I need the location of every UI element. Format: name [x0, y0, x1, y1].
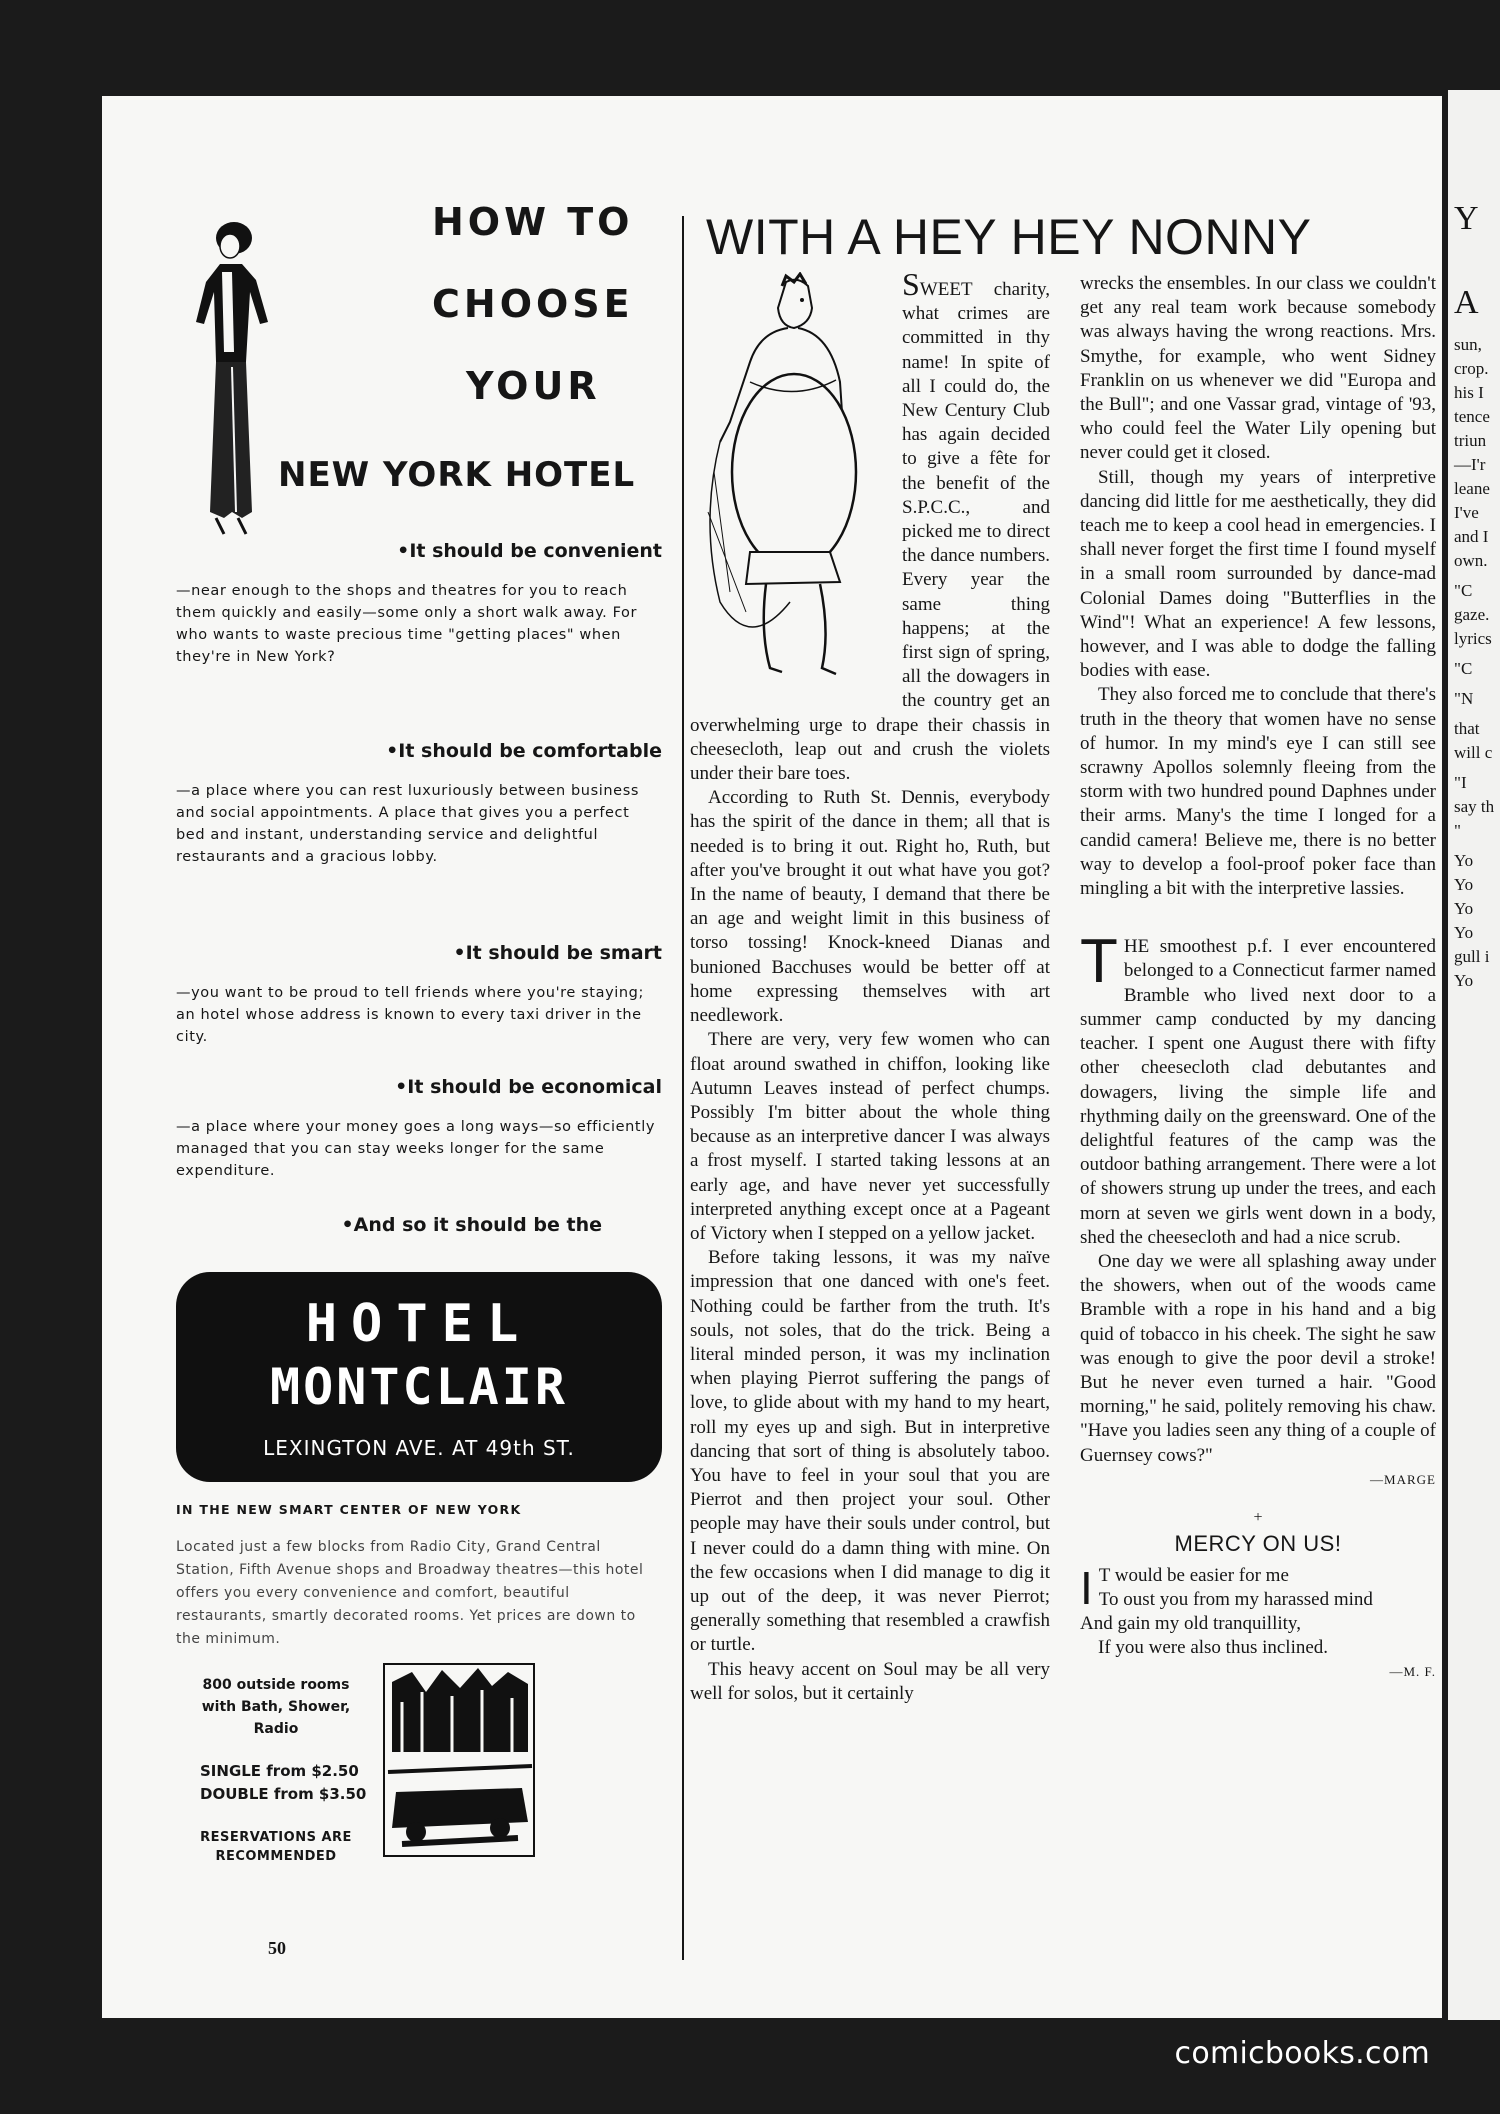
next-page-text: crop. [1454, 359, 1489, 378]
article-paragraph: Still, though my years of interpretive dancing did little for me aesthetically, they did teach me to keep a cool head in emergencies. I shall never forget the first time I found myself in a small room surrounded by dance-mad Colonial Dames doing "Butterflies in the Wind"! What an experience! A few lessons, however, and I was able to dodge the falling bodies with ease. [1080, 466, 1436, 682]
ad-heading-line: NEW YORK HOTEL [278, 455, 636, 495]
ad-point-title: • It should be convenient [397, 540, 662, 562]
next-page-text: Yo [1454, 851, 1474, 870]
next-page-text: tence [1454, 407, 1490, 426]
hotel-name: MONTCLAIR [270, 1358, 568, 1416]
ad-point-text: —you want to be proud to tell friends where you're staying; an hotel whose address is known to every taxi driver in the city. [176, 985, 644, 1045]
next-page-text: Yo [1454, 923, 1474, 942]
poem-line: If you were also thus inclined. [1098, 1637, 1329, 1659]
next-page-text: "I [1454, 773, 1467, 792]
article-paragraph: Before taking lessons, it was my naïve impression that one danced with one's feet. Nothing could be farther from the truth. It's souls, not soles, that do the trick. Being a literal minded person, it was my inclination when playing Pierrot suffering the pangs of love, to glide about with my hand to my heart, roll my eyes up and sigh. But in interpretive dancing that sort of thing is absolutely taboo. You have to feel in your soul that you are Pierrot and then project your soul. Other people may have their souls under control, but I never could do a damn thing with mine. On the few occasions when I did manage to dig it up out of the deep, it was never Pierrot; generally something that resembled a crawfish or turtle. [690, 1247, 1050, 1656]
poem-signature: —M. F. [1389, 1664, 1436, 1680]
ad-point-title: • It should be smart [453, 942, 662, 964]
next-page-text: A [1454, 284, 1479, 321]
poem-line: To oust you from my harassed mind [1098, 1589, 1373, 1611]
ad-point-title: • It should be economical [395, 1076, 662, 1098]
article-paragraph: One day we were all splashing away under the showers, when out of the woods came Bramble with a rope in his hand and a big quid of tobacco in his cheek. The sight he saw was enough to give the poor devil a stroke! But he never even turned a hair. "Good morning," he said, politely removing his chaw. "Have you ladies seen any thing of a couple of Guernsey cows?" [1080, 1250, 1436, 1466]
next-page-text: —I'r [1454, 455, 1486, 474]
section-ornament: + [1253, 1508, 1263, 1526]
next-page-text: his I [1454, 383, 1484, 402]
poem-title: MERCY ON US! [1174, 1531, 1342, 1557]
article-column-1 [690, 266, 1050, 1706]
article-paragraph: There are very, very few women who can float around swathed in chiffon, looking like Autumn Leaves instead of perfect chumps. Possibly I'm bitter about the whole thing because as an interpretive dancer I was always a frost myself. I started taking lessons at an early age, and have never yet successfully interpreted anything except once at a Pageant of Victory when I stepped on a yellow jacket. [690, 1029, 1050, 1244]
author-signature: —MARGE [1370, 1471, 1436, 1487]
drop-cap: S [902, 266, 920, 302]
next-page-text: and I [1454, 527, 1489, 546]
ad-point-text: —a place where your money goes a long ways—so efficiently managed that you can stay weeks longer for the same expenditure. [176, 1119, 656, 1179]
next-page-text: Yo [1454, 971, 1474, 990]
ad-point-title: • It should be comfortable [386, 740, 662, 762]
next-page-text: Yo [1454, 875, 1474, 894]
next-page-text: leane [1454, 479, 1490, 498]
ad-reservations: RESERVATIONS ARE RECOMMENDED [200, 1830, 352, 1864]
ad-point-text: —near enough to the shops and theatres for you to reach them quickly and easily—some only a short walk away. For who wants to waste precious time "getting places" when they're in New York? [176, 583, 638, 665]
article-column-2 [1080, 272, 1436, 1685]
hotel-logo-box [176, 1272, 662, 1482]
next-page-text: I've [1454, 503, 1479, 522]
next-page-text: "C [1454, 659, 1473, 678]
hotel-address: LEXINGTON AVE. AT 49th ST. [263, 1436, 575, 1460]
poem-line: I T would be easier for me [1080, 1562, 1289, 1615]
article-paragraph: They also forced me to conclude that there's truth in the theory that women have no sense of humor. In my mind's eye I can still see scrawny Apollos solemnly fleeing from the storm with two hundred pound Daphnes under their arms. Many's the time I longed for a candid camera! Believe me, there is no better way to develop a fool-proof poker face than mingling a bit with the interpretive lassies. [1080, 684, 1436, 900]
next-page-text: that [1454, 719, 1480, 738]
next-page-text: " [1454, 821, 1461, 840]
drop-cap: I [1080, 1562, 1093, 1615]
ad-prices [200, 1760, 370, 1806]
article-paragraph: wrecks the ensembles. In our class we couldn't get any real team work because somebody was always having the wrong reactions. Mrs. Smythe, for example, who went Sidney Franklin on us whenever we did "Europa and the Bull"; and one Vassar grad, vintage of '93, who could feel the Water Lily opening but never could get it closed. [1080, 273, 1436, 464]
ad-description: Located just a few blocks from Radio City, Grand Central Station, Fifth Avenue shops and Broadway theatres—this hotel offers you every convenience and comfort, beautiful restaurants, smartly decorated rooms. Yet prices are down to the minimum. [176, 1539, 644, 1647]
city-street-sketch [382, 1662, 536, 1858]
article-paragraph: SWEET charity, what crimes are committed in thy name! In spite of all I could do, the New Century Club has again decided to give a fête for the benefit of the S.P.C.C., and picked me to direct the dance numbers. Every year the same thing happens; at the first sign of spring, all the dowagers in the country get an overwhelming urge to drape their chassis in cheesecloth, leap out and crush the violets under their bare toes. [690, 266, 1050, 785]
next-page-text: "C [1454, 581, 1473, 600]
next-page-text: sun, [1454, 335, 1482, 354]
hotel-name: HOTEL [305, 1294, 533, 1354]
next-page-text: Y [1454, 200, 1479, 237]
next-page-text: will c [1454, 743, 1493, 762]
ad-lead-in: • And so it should be the [341, 1214, 602, 1236]
ad-heading-line: HOW TO [432, 200, 634, 244]
next-page-text: say th [1454, 797, 1495, 816]
next-page-text: Yo [1454, 899, 1474, 918]
poem [1080, 1564, 1436, 1660]
hotel-advertisement [176, 200, 662, 1970]
article-paragraph: According to Ruth St. Dennis, everybody has the spirit of the dance in them; all that is needed is to bring it out. Right ho, Ruth, but after you've brought it out what have you got? In the name of beauty, I demand that there be an age and weight limit in this business of torso tossing! Knock-kneed Dianas and bunioned Bacchuses would be better off at home expressing themselves with art needlework. [690, 787, 1050, 1027]
dancer-cartoon-illustration [690, 272, 894, 702]
next-page-text: "N [1454, 689, 1474, 708]
next-page-text: triun [1454, 431, 1487, 450]
drop-cap: T [1080, 927, 1118, 997]
poem-line: And gain my old tranquillity, [1080, 1613, 1301, 1635]
article-paragraph: This heavy accent on Soul may be all very well for solos, but it certainly [690, 1658, 1050, 1704]
page-number: 50 [268, 1938, 286, 1958]
next-page-edge [1448, 90, 1500, 2020]
ad-tagline: IN THE NEW SMART CENTER OF NEW YORK [176, 1502, 522, 1517]
source-watermark: comicbooks.com [1174, 2036, 1430, 2071]
next-page-text: own. [1454, 551, 1488, 570]
ad-heading-line: YOUR [466, 364, 601, 408]
article-paragraph: THE smoothest p.f. I ever encountered belonged to a Connecticut farmer named Bramble who lived next door to a summer camp conducted by my dancing teacher. I spent one August there with fifty other cheesecloth clad debutantes and dowagers, living the simple life and rhythming daily on the greensward. One of the delightful features of the camp was the outdoor bathing arrangement. There were a lot of showers strung up under the trees, and each morn at seven we girls went down in a body, shed the cheesecloth and had a nice scrub. [1080, 927, 1436, 1248]
next-page-text: lyrics [1454, 629, 1492, 648]
next-page-text: gaze. [1454, 605, 1490, 624]
ad-point-text: —a place where you can rest luxuriously between business and social appointments. A place that gives you a perfect bed and instant, understanding service and delightful restaurants and a gracious lobby. [176, 783, 639, 865]
fashion-woman-illustration [176, 212, 280, 542]
ad-rooms: 800 outside rooms with Bath, Shower, Radio [201, 1677, 351, 1737]
price-double: DOUBLE from $3.50 [200, 1785, 367, 1803]
column-rule [682, 216, 684, 1960]
ad-heading-line: CHOOSE [432, 282, 634, 326]
next-page-text: gull i [1454, 947, 1490, 966]
article-title: WITH A HEY HEY NONNY [706, 209, 1312, 265]
price-single: SINGLE from $2.50 [200, 1762, 359, 1780]
